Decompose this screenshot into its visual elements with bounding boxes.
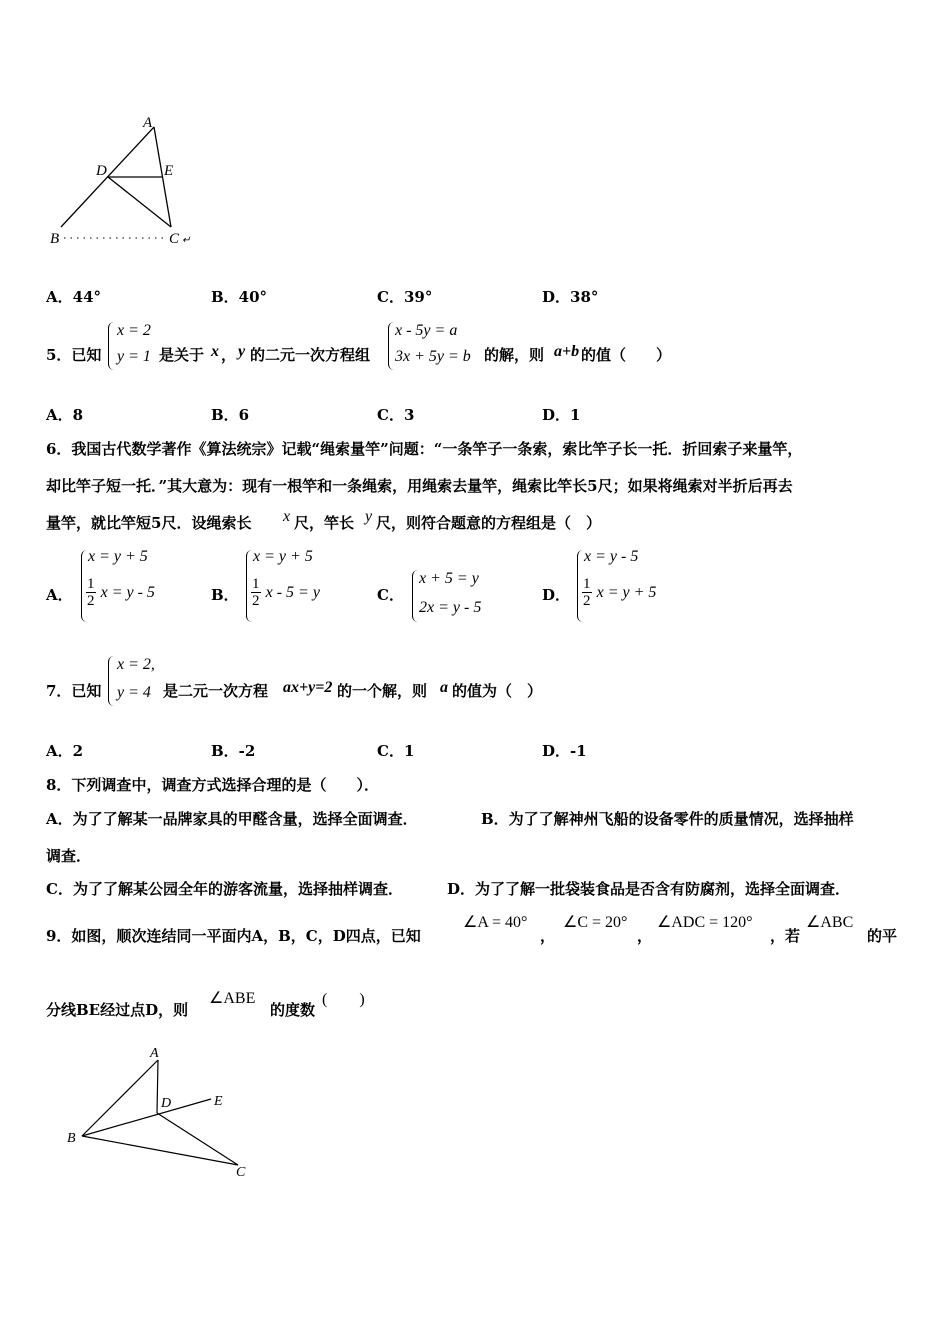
q6-option-a-line2: $\frac{1}{2}$ x = y - 5 [87,576,155,609]
figure-quadrilateral-abcd [60,1040,280,1185]
q5-option-b[interactable]: B．6 [211,406,250,424]
q5-sys1-line2: y = 1 [117,348,151,365]
q9-line1-a: 9．如图，顺次连结同一平面内A，B，C，D四点，已知 [46,927,421,945]
q6-option-a-line1: x = y + 5 [88,548,148,565]
label-a: A [143,115,153,131]
q5-var-x: x [211,343,219,360]
q8-option-b[interactable]: B．为了了解神州飞船的设备零件的质量情况，选择抽样 [481,810,854,828]
q7-sys-line2: y = 4 [117,684,151,701]
q5-number: 5．已知 [46,346,102,364]
q9-answer-paren: ( ) [322,991,365,1008]
segment-be [82,1099,211,1136]
q8-option-a[interactable]: A．为了了解某一品牌家具的甲醛含量，选择全面调查． [46,810,418,828]
figure-triangle-abc [40,110,210,255]
q8-option-d[interactable]: D．为了了解一批袋装食品是否含有防腐剂，选择全面调查． [447,880,851,898]
q7-number: 7．已知 [46,682,102,700]
q9-line2-a: 分线BE经过点D，则 [46,1001,189,1019]
q4-option-b[interactable]: B．40° [211,288,268,306]
q5-comma: ， [221,346,237,364]
q6-option-b-label[interactable]: B． [211,586,239,604]
label-b: B [50,231,60,247]
label-d: D [161,1096,172,1111]
q6-option-c-line2: 2x = y - 5 [419,599,482,616]
q9-comma-2: ， [637,927,653,945]
q6-option-d-line2: $\frac{1}{2}$ x = y + 5 [583,576,657,609]
q6-line-1: 6．我国古代数学著作《算法统宗》记载“绳索量竿”问题：“一条竿子一条索，索比竿子长一托．折回索子来量竿， [46,440,803,458]
q8-option-b-cont: 调查． [46,847,92,865]
label-e: E [164,163,174,179]
q5-text-tail2: 的值（ ） [581,346,672,364]
q8-option-c[interactable]: C．为了了解某公园全年的游客流量，选择抽样调查． [46,880,403,898]
q6-option-b-line1: x = y + 5 [253,548,313,565]
q4-option-c[interactable]: C．39° [377,288,433,306]
q6-option-d-label[interactable]: D． [542,586,571,604]
q9-angle-adc: ∠ADC = 120° [657,914,753,931]
q6-line-3c: 尺，则符合题意的方程组是（ ） [376,514,602,532]
q5-option-d[interactable]: D．1 [542,406,581,424]
q5-sys2-line1: x - 5y = a [395,322,458,339]
q7-equation: ax+y=2 [283,679,333,696]
q6-option-a-label[interactable]: A． [46,586,73,604]
q7-text-tail2: 的值为（ ） [452,682,543,700]
label-c: C [169,231,180,247]
q6-option-b-fraction: $\frac{1}{2}$ [252,576,260,609]
q5-brace-2 [388,322,394,370]
q9-line1-c: 的平 [867,927,898,945]
label-c: C [236,1165,246,1180]
q7-option-a[interactable]: A．2 [46,742,84,760]
q5-text-mid2: 的二元一次方程组 [250,346,371,364]
q5-brace-1 [108,322,114,370]
q6-option-a-fraction: $\frac{1}{2}$ [87,576,95,609]
q8-stem: 8．下列调查中，调查方式选择合理的是（ ）． [46,776,379,794]
q7-option-d[interactable]: D．-1 [542,742,587,760]
q9-line1-b: ，若 [770,927,801,945]
q7-text-mid: 是二元一次方程 [163,682,269,700]
q6-line-3b: 尺，竿长 [294,514,355,532]
q4-option-a[interactable]: A．44° [46,288,102,306]
q5-text-tail1: 的解，则 [484,346,545,364]
q5-sys1-line1: x = 2 [117,322,151,339]
label-e: E [214,1094,223,1109]
q6-var-x: x [283,508,291,525]
q6-option-b-line2: $\frac{1}{2}$ x - 5 = y [252,576,320,609]
q5-text-mid: 是关于 [159,346,205,364]
q9-comma-1: ， [540,927,556,945]
q6-option-d-line1: x = y - 5 [584,548,639,565]
q9-angle-abc: ∠ABC [806,914,854,931]
q6-var-y: y [365,508,373,525]
q9-angle-c: ∠C = 20° [563,914,628,931]
label-a: A [150,1046,159,1061]
q9-angle-abe: ∠ABE [209,990,256,1007]
segment-dc [108,177,171,227]
q7-brace [108,656,114,706]
q6-option-c-line1: x + 5 = y [419,570,479,587]
q9-angle-a: ∠A = 40° [463,914,528,931]
segment-ad [157,1060,158,1113]
q7-option-c[interactable]: C．1 [377,742,415,760]
q5-option-a[interactable]: A．8 [46,406,84,424]
q7-option-b[interactable]: B．-2 [211,742,256,760]
q6-option-c-brace [412,570,418,622]
q7-sys-line1: x = 2, [117,656,155,673]
q5-ab: a+b [554,343,580,360]
q9-line2-b: 的度数 [270,1001,316,1019]
label-b: B [67,1131,76,1146]
q6-option-d-fraction: $\frac{1}{2}$ [583,576,591,609]
q7-var-a: a [440,679,448,696]
q6-line-2: 却比竿子短一托．”其大意为：现有一根竿和一条绳索，用绳索去量竿，绳索比竿长5尺；如果将绳索对半折后再去 [46,477,793,495]
q7-text-tail1: 的一个解，则 [337,682,428,700]
q4-option-d[interactable]: D．38° [542,288,599,306]
q5-var-y: y [238,343,246,360]
q5-option-c[interactable]: C．3 [377,406,415,424]
q5-sys2-line2: 3x + 5y = b [395,348,471,365]
q6-option-c-label[interactable]: C． [377,586,404,604]
label-d: D [96,163,107,179]
return-mark: ↵ [182,235,191,246]
q6-line-3a: 量竿，就比竿短5尺．设绳索长 [46,514,252,532]
